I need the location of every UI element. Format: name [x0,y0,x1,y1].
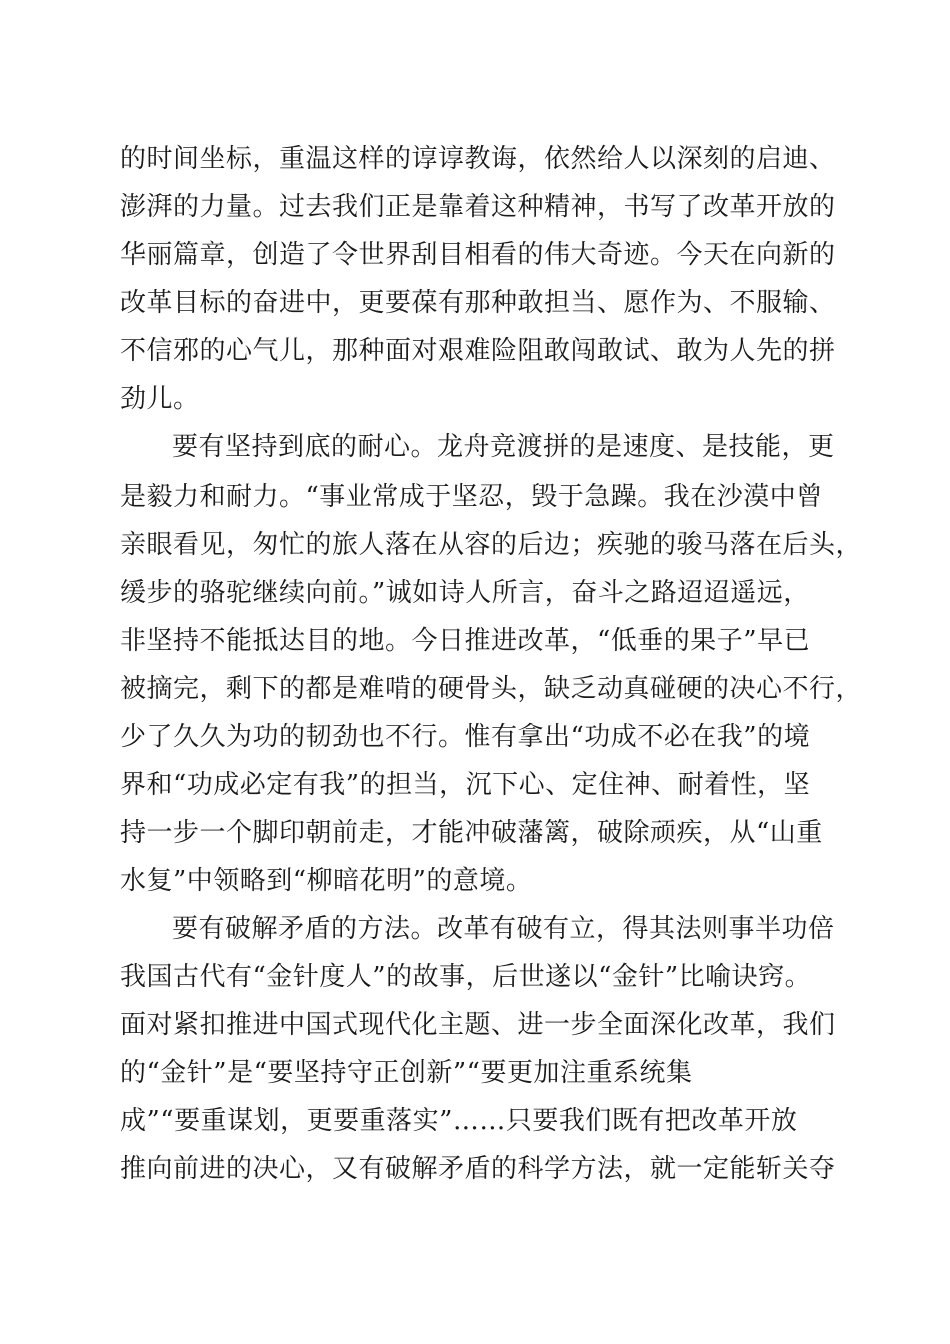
text-line: 的时间坐标，重温这样的谆谆教诲，依然给人以深刻的启迪、 [120,144,836,174]
text-line: 华丽篇章，创造了令世界刮目相看的伟大奇迹。今天在向新的 [120,240,836,270]
text-line: 界和“功成必定有我”的担当，沉下心、定住神、耐着性，坚 [120,770,811,800]
text-line: 推向前进的决心，又有破解矛盾的科学方法，就一定能斩关夺 [120,1154,836,1184]
text-line: 少了久久为功的韧劲也不行。惟有拿出“功成不必在我”的境 [120,722,811,752]
text-line: 要有坚持到底的耐心。龙舟竞渡拼的是速度、是技能，更 [172,432,835,462]
text-line: 持一步一个脚印朝前走，才能冲破藩篱，破除顽疾，从“山重 [120,818,823,848]
text-line: 非坚持不能抵达目的地。今日推进改革，“低垂的果子”早已 [120,626,811,656]
text-line: 的“金针”是“要坚持守正创新”“要更加注重系统集 [120,1058,693,1088]
text-line: 劲儿。 [120,384,200,414]
text-line: 我国古代有“金针度人”的故事，后世遂以“金针”比喻诀窍。 [120,962,812,992]
text-line: 缓步的骆驼继续向前。”诚如诗人所言，奋斗之路迢迢遥远， [120,578,810,608]
text-line: 澎湃的力量。过去我们正是靠着这种精神，书写了改革开放的 [120,192,836,222]
text-line: 是毅力和耐力。“事业常成于坚忍，毁于急躁。我在沙漠中曾 [120,482,823,512]
text-line: 要有破解矛盾的方法。改革有破有立，得其法则事半功倍 [172,914,835,944]
text-line: 改革目标的奋进中，更要葆有那种敢担当、愿作为、不服输、 [120,288,836,318]
text-line: 面对紧扣推进中国式现代化主题、进一步全面深化改革，我们 [120,1010,836,1040]
text-line: 水复”中领略到“柳暗花明”的意境。 [120,866,533,896]
text-line: 成”“要重谋划，更要重落实”……只要我们既有把改革开放 [120,1106,798,1136]
text-line: 亲眼看见，匆忙的旅人落在从容的后边；疾驰的骏马落在后头， [120,530,863,560]
text-line: 不信邪的心气儿，那种面对艰难险阻敢闯敢试、敢为人先的拼 [120,336,836,366]
text-line: 被摘完，剩下的都是难啃的硬骨头，缺乏动真碰硬的决心不行， [120,674,863,704]
